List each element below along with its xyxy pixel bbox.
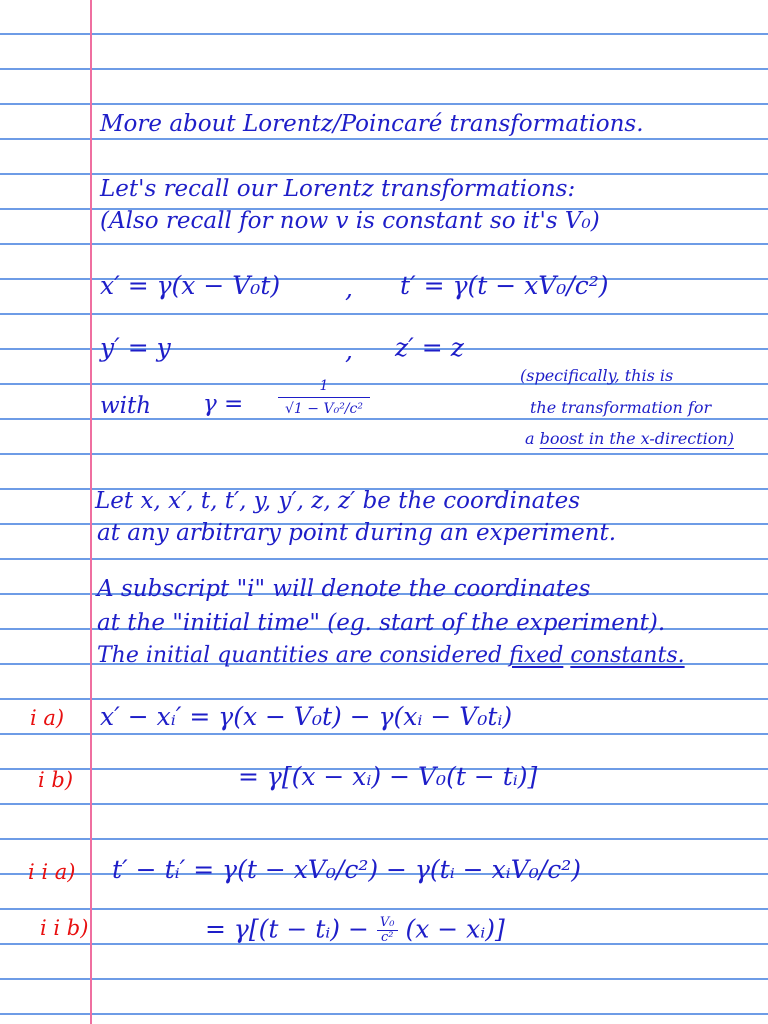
side-note-line-3: a boost in the x-direction) [525, 429, 734, 448]
equation-ii-a: t′ − tᵢ′ = γ(t − xV₀/c²) − γ(tᵢ − xᵢV₀/c²) [112, 855, 581, 884]
v0-over-c2-fraction: $\frac{\text{V₀}}{\text{c²}}$ [377, 916, 398, 946]
margin-line [90, 0, 92, 1024]
coords-line-2: at any arbitrary point during an experiment. [97, 520, 617, 546]
subscript-line-1: A subscript "i" will denote the coordinates [97, 576, 591, 602]
equation-ii-b: = γ[(t − tᵢ) − $\frac{\text{V₀}}{\text{c²}}$ (x − xᵢ)] [205, 914, 505, 946]
equation-i-b: = γ[(x − xᵢ) − V₀(t − tᵢ)] [238, 762, 538, 791]
equation-comma: , [345, 336, 353, 365]
label-ii-a: i i a) [28, 860, 76, 884]
boost-underlined: boost in the x-direction) [539, 429, 734, 448]
page-title: More about Lorentz/Poincaré transformations. [100, 111, 644, 137]
y-prime-equation: y′ = y [100, 333, 171, 362]
subscript-line-2: at the "initial time" (eg. start of the experiment). [97, 610, 666, 636]
x-prime-equation: x′ = γ(x − V₀t) [100, 271, 281, 300]
constants-underlined: constants. [570, 643, 685, 668]
gamma-numerator: 1 [278, 378, 370, 398]
with-label: with [100, 393, 152, 419]
intro-line-2: (Also recall for now v is constant so it's V₀) [100, 208, 600, 234]
gamma-lhs: γ = [203, 391, 244, 417]
label-i-b: i b) [38, 768, 74, 792]
t-prime-equation: t′ = γ(t − xV₀/c²) [400, 271, 609, 300]
fixed-underlined: fixed [509, 643, 564, 668]
z-prime-equation: z′ = z [395, 333, 464, 362]
label-i-a: i a) [30, 706, 65, 730]
subscript-line-3: The initial quantities are considered fixed constants. [97, 643, 685, 668]
gamma-fraction [278, 378, 370, 417]
intro-line-1: Let's recall our Lorentz transformations: [100, 176, 576, 202]
equation-comma: , [345, 274, 353, 303]
side-note-line-2: the transformation for [530, 398, 712, 417]
equation-i-a: x′ − xᵢ′ = γ(x − V₀t) − γ(xᵢ − V₀tᵢ) [100, 702, 513, 731]
side-note-line-1: (specifically, this is [520, 366, 674, 385]
label-ii-b: i i b) [40, 916, 89, 940]
coords-line-1: Let x, x′, t, t′, y, y′, z, z′ be the coordinates [95, 488, 581, 514]
gamma-denominator: √1 − V₀²/c² [285, 401, 363, 417]
